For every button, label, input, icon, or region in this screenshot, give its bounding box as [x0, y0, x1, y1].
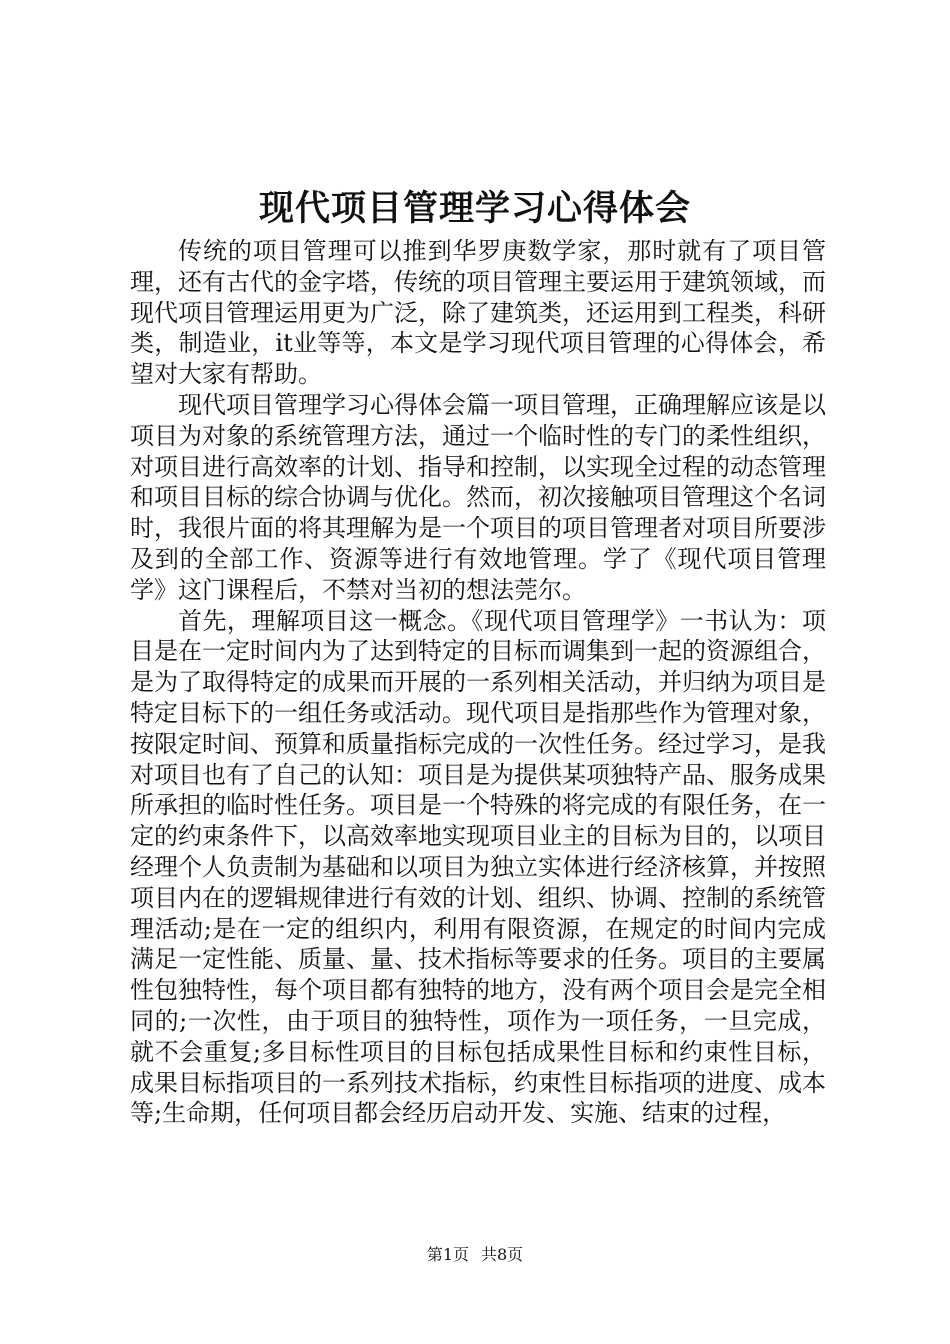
paragraph-part-one: 现代项目管理学习心得体会篇一项目管理，正确理解应该是以项目为对象的系统管理方法，通过一个临时性的专门的柔性组织，对项目进行高效率的计划、指导和控制，以实现全过程的动态管理和项目目标的综合协调与优化。然而，初次接触项目管理这个名词时，我很片面的将其理解为是一个项目的项目管理者对项目所要涉及到的全部工作、资源等进行有效地管理。学了《现代项目管理学》这门课程后，不禁对当初的想法莞尔。 — [130, 390, 826, 604]
page-number: 第1页 — [426, 1245, 469, 1264]
document-title: 现代项目管理学习心得体会 — [258, 189, 691, 229]
page-footer — [0, 1244, 950, 1266]
document-body — [130, 236, 826, 1129]
page-total: 共8页 — [481, 1245, 524, 1264]
paragraph-project-concept: 首先，理解项目这一概念。《现代项目管理学》一书认为：项目是在一定时间内为了达到特定的目标而调集到一起的资源组合，是为了取得特定的成果而开展的一系列相关活动，并归纳为项目是特定目标下的一组任务或活动。现代项目是指那些作为管理对象，按限定时间、预算和质量指标完成的一次性任务。经过学习，是我对项目也有了自己的认知：项目是为提供某项独特产品、服务成果所承担的临时性任务。项目是一个特殊的将完成的有限任务，在一定的约束条件下，以高效率地实现项目业主的目标为目的，以项目经理个人负责制为基础和以项目为独立实体进行经济核算，并按照项目内在的逻辑规律进行有效的计划、组织、协调、控制的系统管理活动;是在一定的组织内，利用有限资源，在规定的时间内完成满足一定性能、质量、量、技术指标等要求的任务。项目的主要属性包独特性，每个项目都有独特的地方，没有两个项目会是完全相同的;一次性，由于项目的独特性，项作为一项任务，一旦完成，就不会重复;多目标性项目的目标包括成果性目标和约束性目标，成果目标指项目的一系列技术指标，约束性目标指项的进度、成本等;生命期，任何项目都会经历启动开发、实施、结束的过程， — [130, 606, 826, 1128]
paragraph-intro: 传统的项目管理可以推到华罗庚数学家，那时就有了项目管理，还有古代的金字塔，传统的项目管理主要运用于建筑领域，而现代项目管理运用更为广泛，除了建筑类，还运用到工程类，科研类，制造业，it业等等，本文是学习现代项目管理的心得体会，希望对大家有帮助。 — [130, 237, 826, 389]
